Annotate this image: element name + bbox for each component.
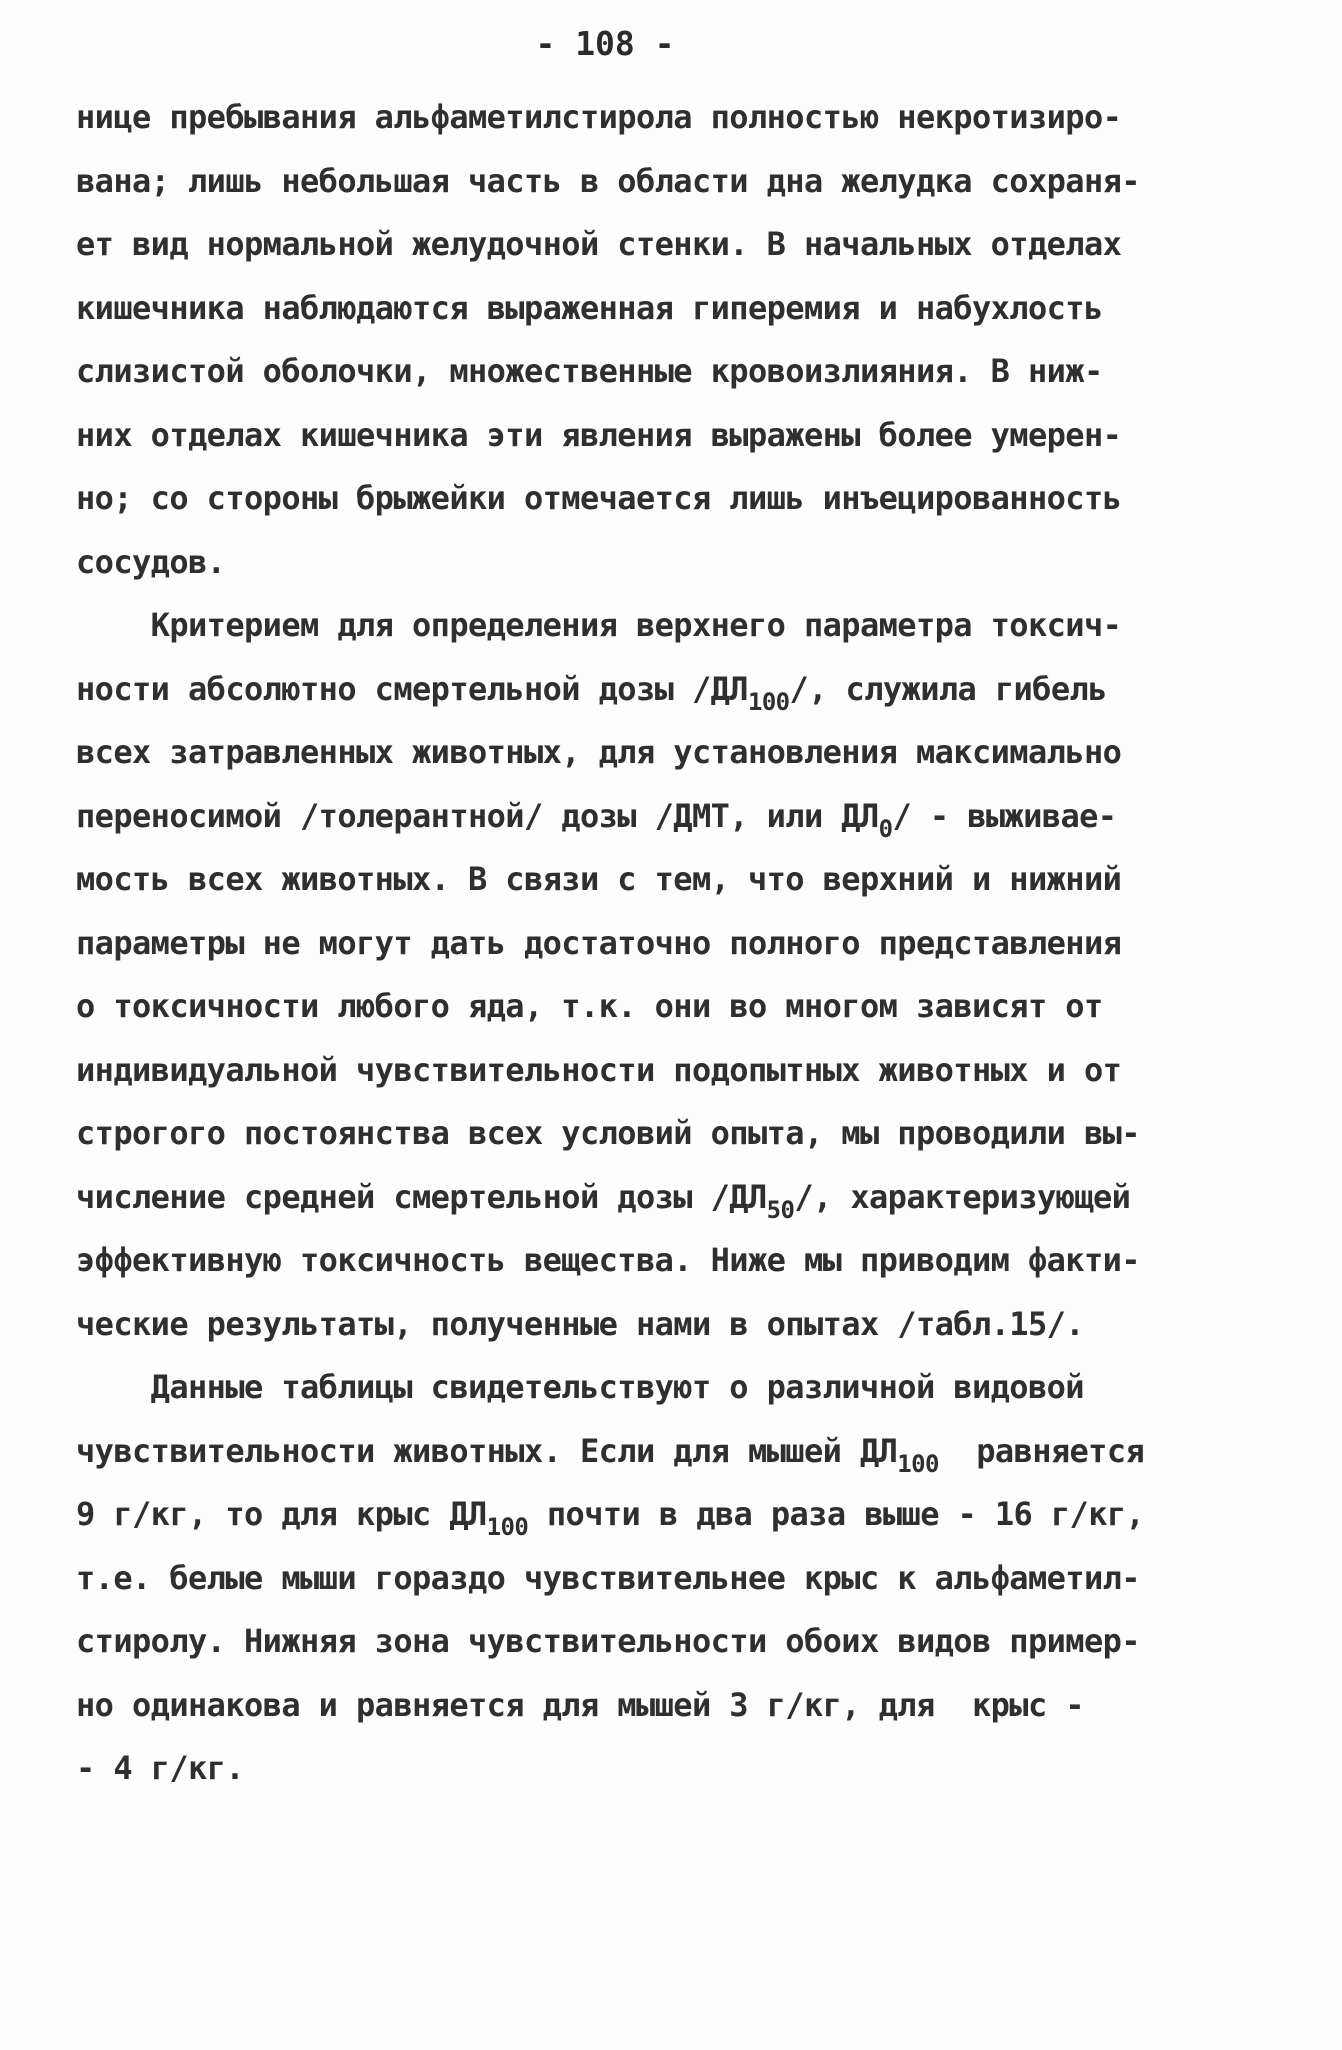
text-line: но одинакова и равняется для мышей 3 г/кг, для крыс -: [76, 1685, 1084, 1724]
line-text: /, характеризующей: [794, 1177, 1131, 1216]
line-text: чувствительности животных. Если для мышей ДЛ: [76, 1431, 898, 1470]
text-line: мость всех животных. В связи с тем, что верхний и нижний: [76, 860, 1122, 898]
line-text: / - выживае-: [892, 796, 1117, 835]
text-line: [76, 1489, 1286, 1553]
subscript: 100: [747, 687, 790, 716]
text-line: [76, 1172, 1286, 1236]
text-line: параметры не могут дать достаточно полного представления: [76, 923, 1122, 962]
line-text: почти в два раза выше - 16 г/кг,: [528, 1495, 1145, 1533]
subscript: 100: [897, 1449, 939, 1478]
text-line: [76, 664, 1286, 728]
text-line: них отделах кишечника эти явления выражены более умерен-: [76, 415, 1122, 454]
text-line: вана; лишь небольшая часть в области дна желудка сохраня-: [76, 161, 1140, 200]
text-line: ческие результаты, полученные нами в опытах /табл.15/.: [76, 1304, 1084, 1343]
line-text: 9 г/кг, то для крыс ДЛ: [76, 1495, 487, 1533]
text-line: [76, 791, 1286, 855]
text-line: ет вид нормальной желудочной стенки. В начальных отделах: [76, 225, 1122, 263]
text-line: т.е. белые мыши гораздо чувствительнее крыс к альфаметил-: [76, 1558, 1140, 1597]
page-number: - 108 -: [535, 24, 675, 63]
body-text: [76, 92, 1286, 1807]
line-text: /, служила гибель: [789, 669, 1107, 708]
text-line: [76, 1426, 1286, 1490]
text-line: но; со стороны брыжейки отмечается лишь инъецированность: [76, 479, 1122, 517]
text-line: всех затравленных животных, для установления максимально: [76, 733, 1122, 771]
text-line: Критерием для определения верхнего параметра токсич-: [76, 606, 1122, 644]
subscript: 50: [766, 1195, 795, 1224]
text-line: стиролу. Нижняя зона чувствительности обоих видов пример-: [76, 1622, 1140, 1660]
text-line: эффективную токсичность вещества. Ниже мы приводим факти-: [76, 1241, 1140, 1279]
line-text: числение средней смертельной дозы /ДЛ: [76, 1177, 767, 1216]
line-text: равняется: [938, 1431, 1145, 1470]
text-line: - 4 г/кг.: [76, 1749, 244, 1787]
text-line: индивидуальной чувствительности подопытных животных и от: [76, 1050, 1122, 1089]
text-line: строгого постоянства всех условий опыта, мы проводили вы-: [76, 1114, 1140, 1152]
text-line: о токсичности любого яда, т.к. они во многом зависят от: [76, 987, 1103, 1025]
text-line: слизистой оболочки, множественные кровоизлияния. В ниж-: [76, 352, 1103, 390]
subscript: 100: [486, 1513, 529, 1541]
text-line: кишечника наблюдаются выраженная гиперемия и набухлость: [76, 288, 1103, 327]
text-line: нице пребывания альфаметилстирола полностью некротизиро-: [76, 98, 1122, 136]
line-text: переносимой /толерантной/ дозы /ДМТ, или ДЛ: [76, 796, 879, 835]
text-line: Данные таблицы свидетельствуют о различной видовой: [76, 1368, 1084, 1406]
text-line: сосудов.: [76, 542, 226, 581]
line-text: ности абсолютно смертельной дозы /ДЛ: [76, 669, 748, 708]
subscript: 0: [878, 814, 893, 843]
